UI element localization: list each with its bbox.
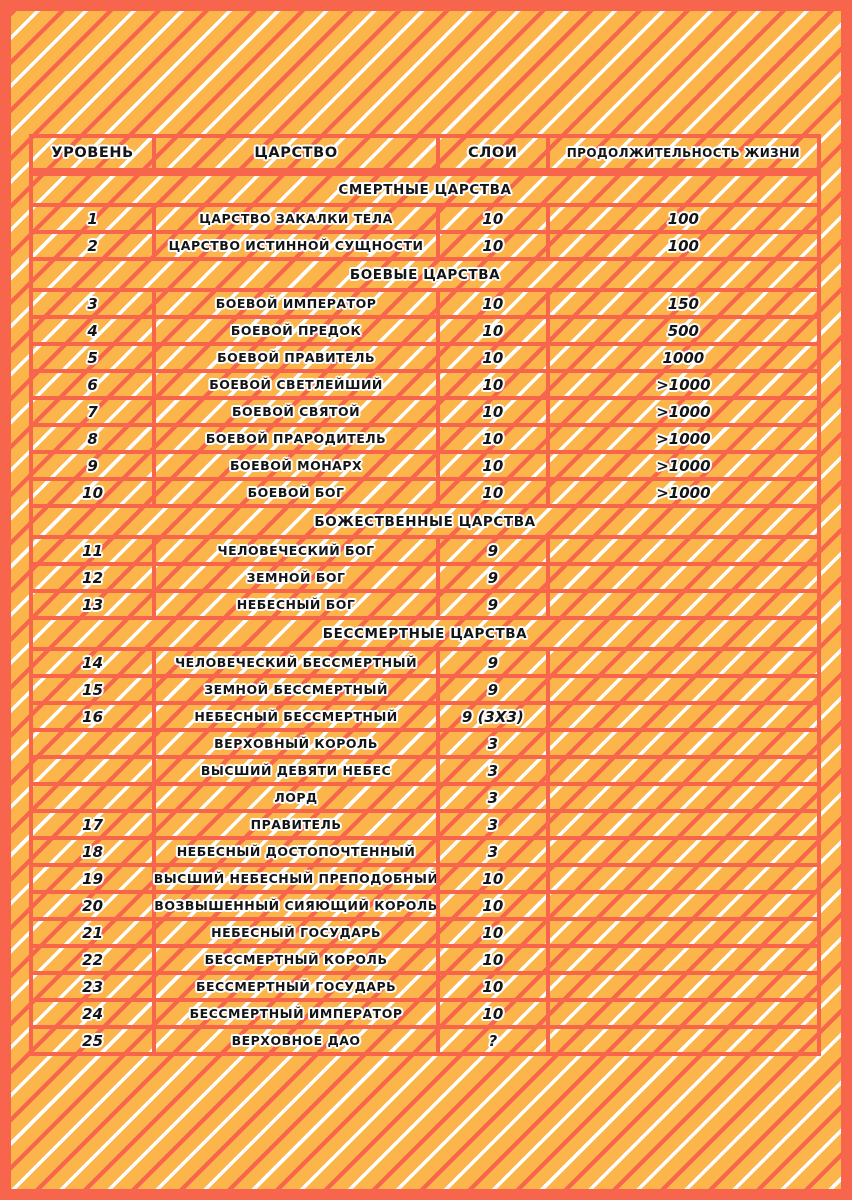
- realm-cell: БЕССМЕРТНЫЙ КОРОЛЬ: [152, 948, 436, 971]
- realm-cell: ВЕРХОВНОЕ ДАО: [152, 1029, 436, 1052]
- lifespan-cell: [546, 678, 817, 701]
- level-cell: 17: [82, 815, 104, 834]
- level-cell: 11: [82, 541, 104, 560]
- level-cell: 3: [87, 294, 98, 313]
- table-row: [29, 315, 821, 346]
- realm-cell: ЧЕЛОВЕЧЕСКИЙ БЕССМЕРТНЫЙ: [152, 651, 436, 674]
- cultivation-levels-table: [29, 134, 821, 1056]
- level-cell: 15: [82, 680, 104, 699]
- table-row: [29, 674, 821, 705]
- lifespan-cell: 1000: [546, 346, 817, 369]
- table-row: [29, 589, 821, 620]
- realm-cell: ВЕРХОВНЫЙ КОРОЛЬ: [152, 732, 436, 755]
- level-cell: 9: [87, 456, 98, 475]
- realm-cell: ВЫСШИЙ ДЕВЯТИ НЕБЕС: [152, 759, 436, 782]
- layers-cell: 3: [436, 732, 546, 755]
- table-row: [29, 998, 821, 1029]
- lifespan-cell: [546, 840, 817, 863]
- layers-cell: 10: [436, 867, 546, 890]
- section-row: [29, 616, 821, 651]
- lifespan-cell: [546, 975, 817, 998]
- layers-cell: 10: [436, 894, 546, 917]
- realm-cell: ЦАРСТВО ИСТИННОЙ СУЩНОСТИ: [152, 234, 436, 257]
- layers-cell: 10: [436, 400, 546, 423]
- table-row: [29, 755, 821, 786]
- realm-cell: НЕБЕСНЫЙ ГОСУДАРЬ: [152, 921, 436, 944]
- table-row: [29, 288, 821, 319]
- lifespan-cell: >1000: [546, 454, 817, 477]
- table-row: [29, 836, 821, 867]
- level-cell: [33, 786, 152, 809]
- level-cell: 7: [87, 402, 98, 421]
- realm-cell: БОЕВОЙ БОГ: [152, 481, 436, 504]
- layers-cell: 10: [436, 454, 546, 477]
- level-cell: 6: [87, 375, 98, 394]
- lifespan-cell: [546, 1029, 817, 1052]
- layers-cell: 9: [436, 651, 546, 674]
- level-cell: [33, 759, 152, 782]
- table-body: [29, 172, 821, 1056]
- table-row: [29, 342, 821, 373]
- level-cell: [33, 732, 152, 755]
- realm-cell: БОЕВОЙ МОНАРХ: [152, 454, 436, 477]
- layers-cell: 9 (3X3): [436, 705, 546, 728]
- table-row: [29, 782, 821, 813]
- lifespan-cell: [546, 786, 817, 809]
- lifespan-cell: >1000: [546, 481, 817, 504]
- table-row: [29, 809, 821, 840]
- level-cell: 25: [82, 1031, 104, 1050]
- layers-cell: 10: [436, 975, 546, 998]
- table-row: [29, 647, 821, 678]
- section-row: [29, 172, 821, 207]
- layers-cell: 9: [436, 593, 546, 616]
- lifespan-cell: >1000: [546, 427, 817, 450]
- realm-cell: НЕБЕСНЫЙ БЕССМЕРТНЫЙ: [152, 705, 436, 728]
- lifespan-cell: >1000: [546, 373, 817, 396]
- column-header-realm: ЦАРСТВО: [152, 138, 436, 168]
- realm-cell: ЧЕЛОВЕЧЕСКИЙ БОГ: [152, 539, 436, 562]
- lifespan-cell: [546, 566, 817, 589]
- layers-cell: 3: [436, 786, 546, 809]
- layers-cell: 10: [436, 948, 546, 971]
- realm-cell: ПРАВИТЕЛЬ: [152, 813, 436, 836]
- lifespan-cell: [546, 948, 817, 971]
- lifespan-cell: 100: [546, 234, 817, 257]
- lifespan-cell: [546, 539, 817, 562]
- table-row: [29, 203, 821, 234]
- level-cell: 24: [82, 1004, 104, 1023]
- level-cell: 20: [82, 896, 104, 915]
- realm-cell: ЦАРСТВО ЗАКАЛКИ ТЕЛА: [152, 207, 436, 230]
- layers-cell: ?: [436, 1029, 546, 1052]
- lifespan-cell: [546, 593, 817, 616]
- table-row: [29, 230, 821, 261]
- table-header-row: [29, 134, 821, 172]
- realm-cell: НЕБЕСНЫЙ ДОСТОПОЧТЕННЫЙ: [152, 840, 436, 863]
- layers-cell: 10: [436, 292, 546, 315]
- realm-cell: ЗЕМНОЙ БЕССМЕРТНЫЙ: [152, 678, 436, 701]
- layers-cell: 9: [436, 566, 546, 589]
- table-row: [29, 369, 821, 400]
- layers-cell: 10: [436, 481, 546, 504]
- level-cell: 21: [82, 923, 104, 942]
- level-cell: 19: [82, 869, 104, 888]
- lifespan-cell: 500: [546, 319, 817, 342]
- level-cell: 23: [82, 977, 104, 996]
- realm-cell: ВОЗВЫШЕННЫЙ СИЯЮЩИЙ КОРОЛЬ: [152, 894, 436, 917]
- table-row: [29, 562, 821, 593]
- layers-cell: 3: [436, 759, 546, 782]
- level-cell: 14: [82, 653, 104, 672]
- table-row: [29, 701, 821, 732]
- column-header-layers: СЛОИ: [436, 138, 546, 168]
- section-title: БЕССМЕРТНЫЕ ЦАРСТВА: [322, 625, 528, 642]
- layers-cell: 10: [436, 319, 546, 342]
- level-cell: 1: [87, 209, 98, 228]
- table-row: [29, 944, 821, 975]
- column-header-lifespan: ПРОДОЛЖИТЕЛЬНОСТЬ ЖИЗНИ: [546, 138, 817, 168]
- section-row: [29, 257, 821, 292]
- table-row: [29, 890, 821, 921]
- level-cell: 8: [87, 429, 98, 448]
- table-row: [29, 1025, 821, 1056]
- table-row: [29, 728, 821, 759]
- level-cell: 22: [82, 950, 104, 969]
- lifespan-cell: [546, 921, 817, 944]
- realm-cell: ВЫСШИЙ НЕБЕСНЫЙ ПРЕПОДОБНЫЙ: [152, 867, 436, 890]
- level-cell: 12: [82, 568, 104, 587]
- lifespan-cell: 100: [546, 207, 817, 230]
- level-cell: 13: [82, 595, 104, 614]
- table-row: [29, 450, 821, 481]
- table-row: [29, 863, 821, 894]
- table-row: [29, 917, 821, 948]
- level-cell: 18: [82, 842, 104, 861]
- layers-cell: 10: [436, 346, 546, 369]
- layers-cell: 9: [436, 678, 546, 701]
- layers-cell: 10: [436, 427, 546, 450]
- layers-cell: 9: [436, 539, 546, 562]
- lifespan-cell: [546, 651, 817, 674]
- lifespan-cell: [546, 813, 817, 836]
- level-cell: 16: [82, 707, 104, 726]
- layers-cell: 10: [436, 207, 546, 230]
- lifespan-cell: [546, 732, 817, 755]
- realm-cell: БОЕВОЙ СВЕТЛЕЙШИЙ: [152, 373, 436, 396]
- table-row: [29, 971, 821, 1002]
- lifespan-cell: [546, 759, 817, 782]
- lifespan-cell: >1000: [546, 400, 817, 423]
- realm-cell: БОЕВОЙ ИМПЕРАТОР: [152, 292, 436, 315]
- lifespan-cell: [546, 867, 817, 890]
- section-title: БОЖЕСТВЕННЫЕ ЦАРСТВА: [314, 513, 536, 530]
- realm-cell: БОЕВОЙ ПРАВИТЕЛЬ: [152, 346, 436, 369]
- layers-cell: 3: [436, 813, 546, 836]
- realm-cell: ЛОРД: [152, 786, 436, 809]
- section-title: БОЕВЫЕ ЦАРСТВА: [349, 266, 501, 283]
- column-header-level: УРОВЕНЬ: [51, 145, 134, 161]
- table-row: [29, 535, 821, 566]
- lifespan-cell: [546, 1002, 817, 1025]
- layers-cell: 10: [436, 373, 546, 396]
- realm-cell: БОЕВОЙ ПРАРОДИТЕЛЬ: [152, 427, 436, 450]
- table-row: [29, 396, 821, 427]
- level-cell: 10: [82, 483, 104, 502]
- realm-cell: БОЕВОЙ ПРЕДОК: [152, 319, 436, 342]
- section-title: СМЕРТНЫЕ ЦАРСТВА: [338, 181, 512, 198]
- lifespan-cell: [546, 705, 817, 728]
- realm-cell: БОЕВОЙ СВЯТОЙ: [152, 400, 436, 423]
- layers-cell: 10: [436, 1002, 546, 1025]
- table-row: [29, 477, 821, 508]
- lifespan-cell: 150: [546, 292, 817, 315]
- level-cell: 2: [87, 236, 98, 255]
- table-row: [29, 423, 821, 454]
- layers-cell: 3: [436, 840, 546, 863]
- section-row: [29, 504, 821, 539]
- level-cell: 4: [87, 321, 98, 340]
- realm-cell: НЕБЕСНЫЙ БОГ: [152, 593, 436, 616]
- layers-cell: 10: [436, 921, 546, 944]
- layers-cell: 10: [436, 234, 546, 257]
- realm-cell: БЕССМЕРТНЫЙ ГОСУДАРЬ: [152, 975, 436, 998]
- level-cell: 5: [87, 348, 98, 367]
- lifespan-cell: [546, 894, 817, 917]
- realm-cell: БЕССМЕРТНЫЙ ИМПЕРАТОР: [152, 1002, 436, 1025]
- realm-cell: ЗЕМНОЙ БОГ: [152, 566, 436, 589]
